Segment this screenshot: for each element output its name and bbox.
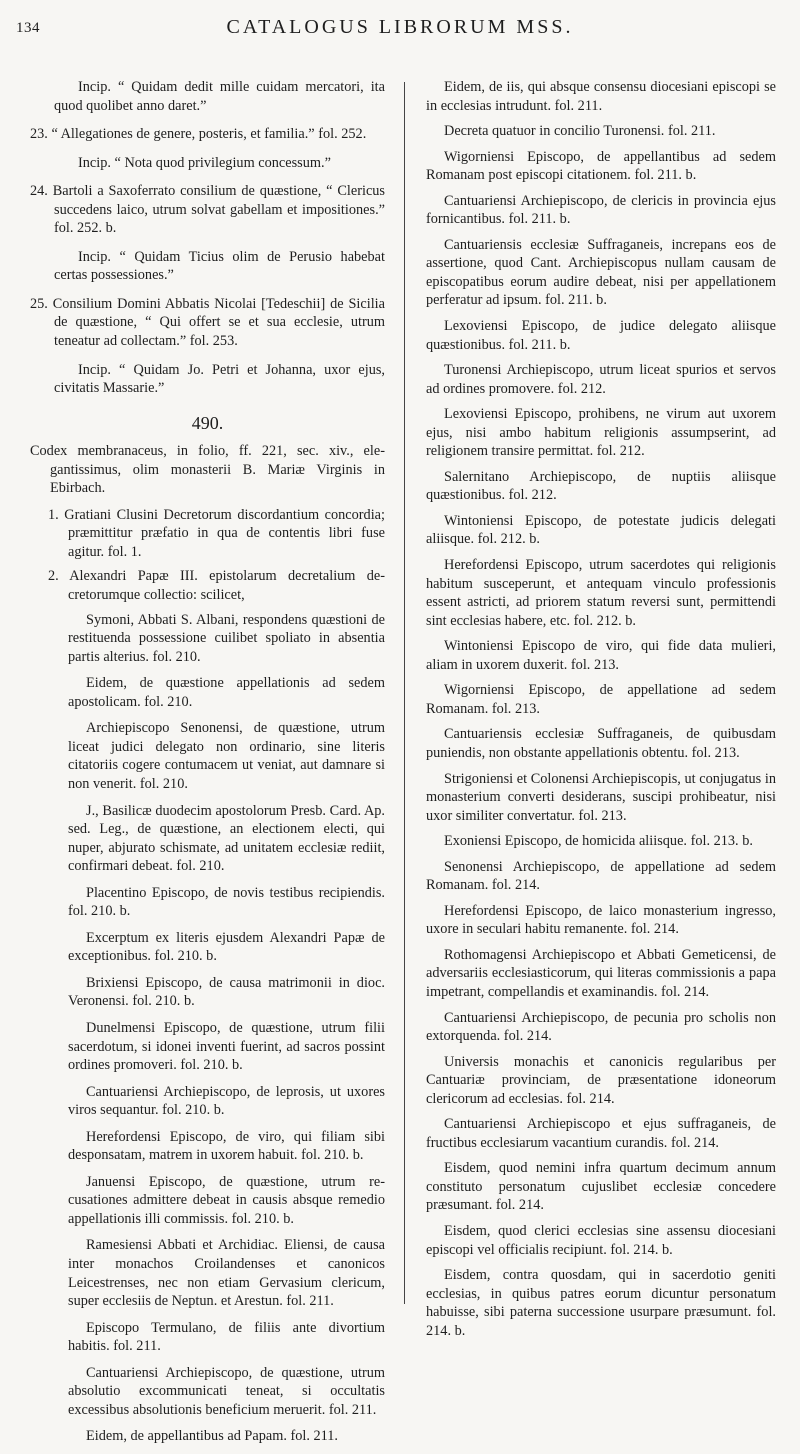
letter-entry: Cantuariensi Archiepiscopo et ejus suffraganeis, de fructibus ecclesiarum vacantium curandis. fol. 214. xyxy=(426,1116,776,1151)
letter-entry: Cantuariensi Archiepiscopo, de clericis in provincia ejus fornicantibus. fol. 211. b. xyxy=(426,192,776,228)
letter-entry: Dunelmensi Episcopo, de quæstione, utrum filii sacerdotum, si idonei inventi fuerint, ad sacros possint ordines promoveri. fol. 210. b. xyxy=(68,1019,385,1074)
letter-entry: Senonensi Archiepiscopo, de appellatione ad sedem Romanam. fol. 214. xyxy=(426,858,776,894)
letter-entry: Cantuariensi Archiepiscopo, de pecunia pro scholis non extorquenda. fol. 214. xyxy=(426,1009,776,1045)
letter-entry: Symoni, Abbati S. Albani, respondens quæstioni de restituenda possessione cuilibet spoliato in absentia partis alterius. fol. 210. xyxy=(68,611,385,665)
letter-entry: Turonensi Archiepiscopo, utrum liceat spurios et servos ad ordines promovere. fol. 212. xyxy=(426,362,776,397)
column-divider xyxy=(404,82,405,1304)
letter-entry: Eidem, de quæstione appellationis ad sedem apostolicam. fol. 210. xyxy=(68,675,385,710)
letter-entry: Wintoniensi Episcopo de viro, qui fide data mulieri, aliam in uxorem duxerit. fol. 213. xyxy=(426,638,776,673)
letter-entry: Eisdem, contra quosdam, qui in sacerdotio geniti ecclesias, in quibus patres eorum dicuntur personatum habuisse, sibi paterna successione usurpare præsumunt. fol. 214. b. xyxy=(426,1267,776,1339)
letter-entry: Cantuariensis ecclesiæ Suffraganeis, de quibusdam puniendis, non obstante appellationis obtentu. fol. 213. xyxy=(426,726,776,761)
running-title: CATALOGUS LIBRORUM MSS. xyxy=(226,16,574,38)
letter-entry: Cantuariensi Archiepiscopo, de quæstione, utrum absolutio excommunicati teneat, si occultatis excessibus absolutionis beneficium meruerit. fol. 211. xyxy=(68,1364,385,1418)
right-column xyxy=(426,78,776,1347)
incipit-text: Incip. “ Quidam dedit mille cuidam mercatori, ita quod quolibet anno daret.” xyxy=(54,79,385,114)
codex-number: 490. xyxy=(191,412,224,433)
letter-entry: Eidem, de appellantibus ad Papam. fol. 211. xyxy=(86,1428,338,1445)
contents-item-1: 1. Gratiani Clusini Decretorum discordantium concordia; præmittitur præfatio in qua de contentis libri fuse agitur. fol. 1. xyxy=(48,506,385,560)
page-number: 134 xyxy=(16,20,40,36)
letter-entry: Januensi Episcopo, de quæstione, utrum recusationes admittere debeat in causis absque remedio appellationis illi commissis. fol. 210. b. xyxy=(68,1173,385,1227)
letter-entry: Salernitano Archiepiscopo, de nuptiis aliisque quæstionibus. fol. 212. xyxy=(426,468,776,504)
catalogue-item-24: 24. Bartoli a Saxoferrato consilium de quæstione, “ Clericus succedens laico, utrum solvat gabellam et impositiones.” fol. 252. b. xyxy=(30,183,385,237)
contents-item-2: 2. Alexandri Papæ III. epistolarum decretalium decretorumque collectio: scilicet, xyxy=(48,568,385,604)
page-header xyxy=(0,14,800,44)
letter-entry: Ramesiensi Abbati et Archidiac. Eliensi, de causa inter monachos Croilandenses et canonicos Leicestrenses, nec non etiam Gervasium clericum, super ecclesiis de Neptun. et Arestun. fol. 211. xyxy=(68,1237,385,1310)
incipit-text: Incip. “ Nota quod privilegium concessum.” xyxy=(78,154,331,171)
letter-entry: Decreta quatuor in concilio Turonensi. fol. 211. xyxy=(444,123,716,140)
letter-entry: Cantuariensis ecclesiæ Suffraganeis, increpans eos de assertione, quod Cant. Archiepiscopus nullam causam de episcopatibus eorum audire debeat, nisi per appellationem perferatur ad ipsum. fol. 211. b. xyxy=(426,236,776,309)
incipit-text: Incip. “ Quidam Ticius olim de Perusio habebat certas possessiones.” xyxy=(54,248,385,284)
codex-description: Codex membranaceus, in folio, ff. 221, sec. xiv., elegantissimus, olim monasterii B. Mariæ Virginis in Ebirbach. xyxy=(30,443,385,497)
letter-entry: Eisdem, quod clerici ecclesias sine assensu diocesiani episcopi vel officialis recipiunt. fol. 214. b. xyxy=(426,1222,776,1258)
letter-entry: Lexoviensi Episcopo, de judice delegato aliisque quæstionibus. fol. 211. b. xyxy=(426,318,776,353)
letter-entry: Brixiensi Episcopo, de causa matrimonii in dioc. Veronensi. fol. 210. b. xyxy=(68,974,385,1010)
letter-entry: Placentino Episcopo, de novis testibus recipiendis. fol. 210. b. xyxy=(68,884,385,920)
left-column xyxy=(30,78,385,1454)
letter-entry: Eidem, de iis, qui absque consensu diocesiani episcopi se in ecclesias intrudunt. fol. 211. xyxy=(426,79,776,114)
letter-entry: Wintoniensi Episcopo, de potestate judicis delegati aliisque. fol. 212. b. xyxy=(426,512,776,548)
letter-entry: Universis monachis et canonicis regularibus per Cantuariæ provinciam, de præsentatione idoneorum clericorum ad ecclesias. fol. 214. xyxy=(426,1053,776,1107)
letter-entry: Strigoniensi et Colonensi Archiepiscopis, ut conjugatus in monasterium converti desiderans, suscipi prohibeatur, nisi uxor similiter convertatur. fol. 213. xyxy=(426,770,776,824)
letter-entry: Wigorniensi Episcopo, de appellantibus ad sedem Romanam post episcopi citationem. fol. 211. b. xyxy=(426,148,776,184)
letter-entry: Rothomagensi Archiepiscopo et Abbati Gemeticensi, de adversariis ecclesiasticorum, qui literas commissionis a papa impetrant, compellandis et examinandis. fol. 214. xyxy=(426,946,776,1000)
letter-entry: Episcopo Termulano, de filiis ante divortium habitis. fol. 211. xyxy=(68,1319,385,1355)
letter-entry: Herefordensi Episcopo, de laico monasterium ingresso, uxore in seculari habitu remanente. fol. 214. xyxy=(426,902,776,938)
letter-entry: Wigorniensi Episcopo, de appellatione ad sedem Romanam. fol. 213. xyxy=(426,682,776,717)
letter-entry: J., Basilicæ duodecim apostolorum Presb. Card. Ap. sed. Leg., de quæstione, an electionem electi, qui nuper, abjurato schismate, ad unitatem ecclesiæ rediit, confirmari debeat. fol. 210. xyxy=(68,802,385,875)
letter-entry: Excerptum ex literis ejusdem Alexandri Papæ de exceptionibus. fol. 210. b. xyxy=(68,929,385,965)
letter-entry: Eisdem, quod nemini infra quartum decimum annum constituto personatum cujuslibet ecclesiæ concedere præsumant. fol. 214. xyxy=(426,1160,776,1214)
letter-entry: Cantuariensi Archiepiscopo, de leprosis, ut uxores viros sequantur. fol. 210. b. xyxy=(68,1083,385,1119)
letter-entry: Herefordensi Episcopo, utrum sacerdotes qui religionis habitum susceperunt, et antequam vinculo professionis essent astricti, ad priorem statum reversi sunt, permittendi sint ecclesias habere, etc. fol. 212. b. xyxy=(426,557,776,629)
letter-entry: Lexoviensi Episcopo, prohibens, ne virum aut uxorem ejus, nisi ambo habitum religionis assumpserint, ad religionem transire permittat. fol. 212. xyxy=(426,406,776,460)
catalogue-item-25: 25. Consilium Domini Abbatis Nicolai [Tedeschii] de Sicilia de quæstione, “ Qui offert se et sua ecclesie, utrum teneatur ad collectam.” fol. 253. xyxy=(30,295,385,350)
letter-entry: Archiepiscopo Senonensi, de quæstione, utrum liceat judici delegato non ordinario, sine literis citatoriis cogere contumacem ut veniat, aut damnare si non venerit. fol. 210. xyxy=(68,720,385,792)
letter-entry: Exoniensi Episcopo, de homicida aliisque. fol. 213. b. xyxy=(444,833,753,850)
letter-entry: Herefordensi Episcopo, de viro, qui filiam sibi desponsatam, matrem in uxorem habuit. fol. 210. b. xyxy=(68,1128,385,1164)
catalogue-item-23: 23. “ Allegationes de genere, posteris, et familia.” fol. 252. xyxy=(30,126,367,143)
incipit-text: Incip. “ Quidam Jo. Petri et Johanna, uxor ejus, civitatis Massarie.” xyxy=(54,361,385,397)
